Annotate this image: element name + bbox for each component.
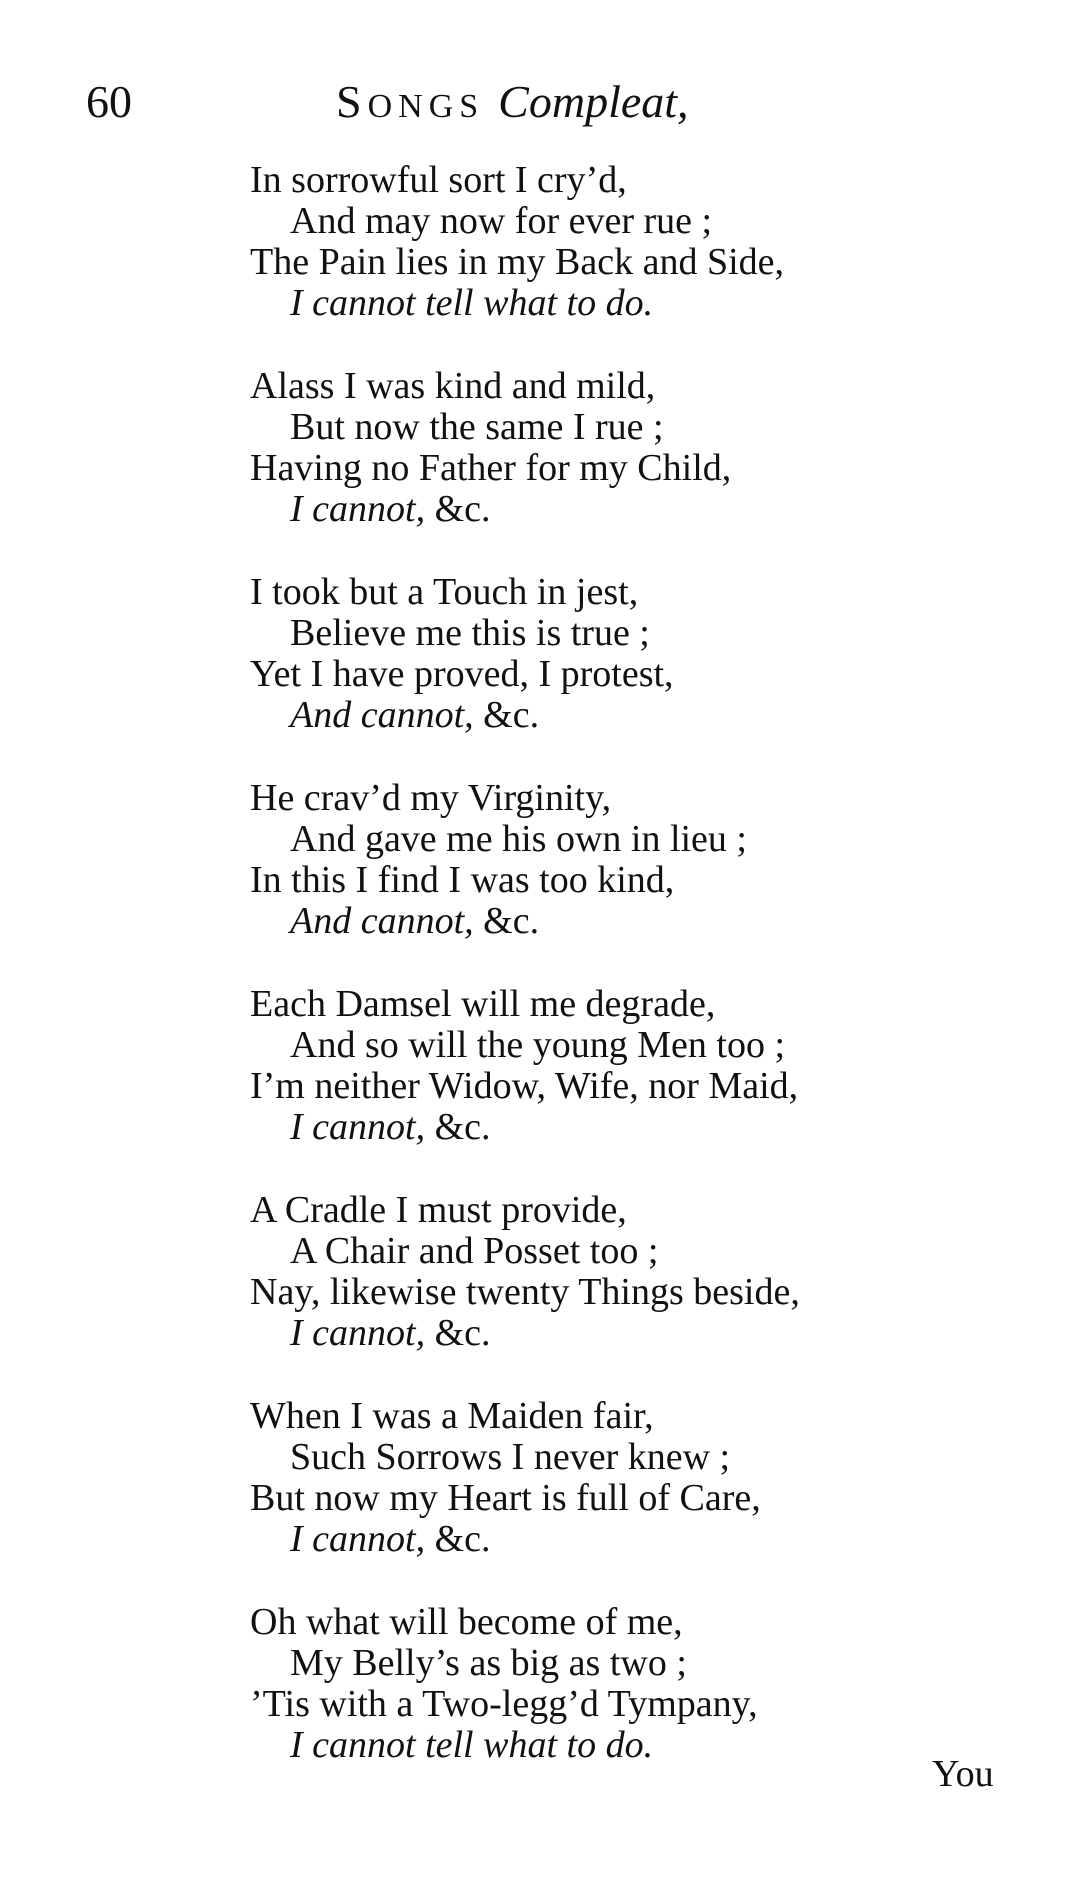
verse-line: The Pain lies in my Back and Side, bbox=[250, 241, 785, 283]
verse-line: In sorrowful sort I cry’d, bbox=[250, 159, 627, 201]
page-number: 60 bbox=[86, 76, 132, 127]
refrain-suffix: &c. bbox=[473, 694, 540, 736]
running-title bbox=[336, 72, 689, 137]
verse-line bbox=[250, 1313, 970, 1354]
verse-line: In this I find I was too kind, bbox=[250, 859, 675, 901]
verse-line: Alass I was kind and mild, bbox=[250, 365, 656, 407]
verse-line: ’Tis with a Two-legg’d Tympany, bbox=[250, 1683, 758, 1725]
stanza bbox=[250, 778, 970, 942]
verse-line: Having no Father for my Child, bbox=[250, 447, 732, 489]
verse-line: Nay, likewise twenty Things beside, bbox=[250, 1271, 800, 1313]
running-title-italic: Compleat, bbox=[498, 76, 689, 127]
refrain-text: I cannot tell what to do. bbox=[290, 282, 654, 324]
refrain-text: I cannot, bbox=[290, 1312, 426, 1354]
catchword: You bbox=[932, 1753, 994, 1795]
stanza bbox=[250, 366, 970, 530]
verse-line: When I was a Maiden fair, bbox=[250, 1395, 654, 1437]
verse-line: And so will the young Men too ; bbox=[290, 1024, 786, 1066]
running-title-initial: S bbox=[336, 76, 368, 127]
refrain-text: I cannot tell what to do. bbox=[290, 1724, 654, 1766]
stanza bbox=[250, 1602, 970, 1766]
verse-line: Oh what will become of me, bbox=[250, 1601, 683, 1643]
verse-line bbox=[250, 1725, 970, 1766]
verse-line: A Cradle I must provide, bbox=[250, 1189, 627, 1231]
refrain-text: I cannot, bbox=[290, 488, 426, 530]
refrain-text: And cannot, bbox=[290, 694, 474, 736]
verse-line: Such Sorrows I never knew ; bbox=[290, 1436, 731, 1478]
refrain-suffix: &c. bbox=[425, 1312, 491, 1354]
verse-line bbox=[250, 901, 970, 942]
stanza bbox=[250, 1190, 970, 1354]
stanza bbox=[250, 984, 970, 1148]
verse-line: I took but a Touch in jest, bbox=[250, 571, 639, 613]
refrain-suffix: &c. bbox=[425, 1518, 491, 1560]
verse-line: But now the same I rue ; bbox=[290, 406, 664, 448]
refrain-text: And cannot, bbox=[290, 900, 474, 942]
verse-line bbox=[250, 489, 970, 530]
verse-line: Believe me this is true ; bbox=[290, 612, 650, 654]
verse-line: But now my Heart is full of Care, bbox=[250, 1477, 761, 1519]
refrain-suffix: &c. bbox=[425, 1106, 491, 1148]
verse-line: A Chair and Posset too ; bbox=[290, 1230, 659, 1272]
stanza bbox=[250, 1396, 970, 1560]
verse-line: Each Damsel will me degrade, bbox=[250, 983, 716, 1025]
poem-body bbox=[250, 160, 970, 1808]
verse-line bbox=[250, 283, 970, 324]
refrain-text: I cannot, bbox=[290, 1518, 426, 1560]
verse-line: My Belly’s as big as two ; bbox=[290, 1642, 687, 1684]
verse-line: I’m neither Widow, Wife, nor Maid, bbox=[250, 1065, 799, 1107]
verse-line bbox=[250, 1107, 970, 1148]
stanza bbox=[250, 160, 970, 324]
running-title-smallcaps: ONGS bbox=[367, 88, 485, 125]
verse-line: And gave me his own in lieu ; bbox=[290, 818, 747, 860]
refrain-suffix: &c. bbox=[425, 488, 491, 530]
refrain-text: I cannot, bbox=[290, 1106, 426, 1148]
verse-line bbox=[250, 695, 970, 736]
verse-line: Yet I have proved, I protest, bbox=[250, 653, 674, 695]
verse-line: He crav’d my Virginity, bbox=[250, 777, 612, 819]
verse-line bbox=[250, 1519, 970, 1560]
stanza bbox=[250, 572, 970, 736]
refrain-suffix: &c. bbox=[473, 900, 540, 942]
running-header bbox=[0, 72, 1076, 132]
verse-line: And may now for ever rue ; bbox=[290, 200, 713, 242]
